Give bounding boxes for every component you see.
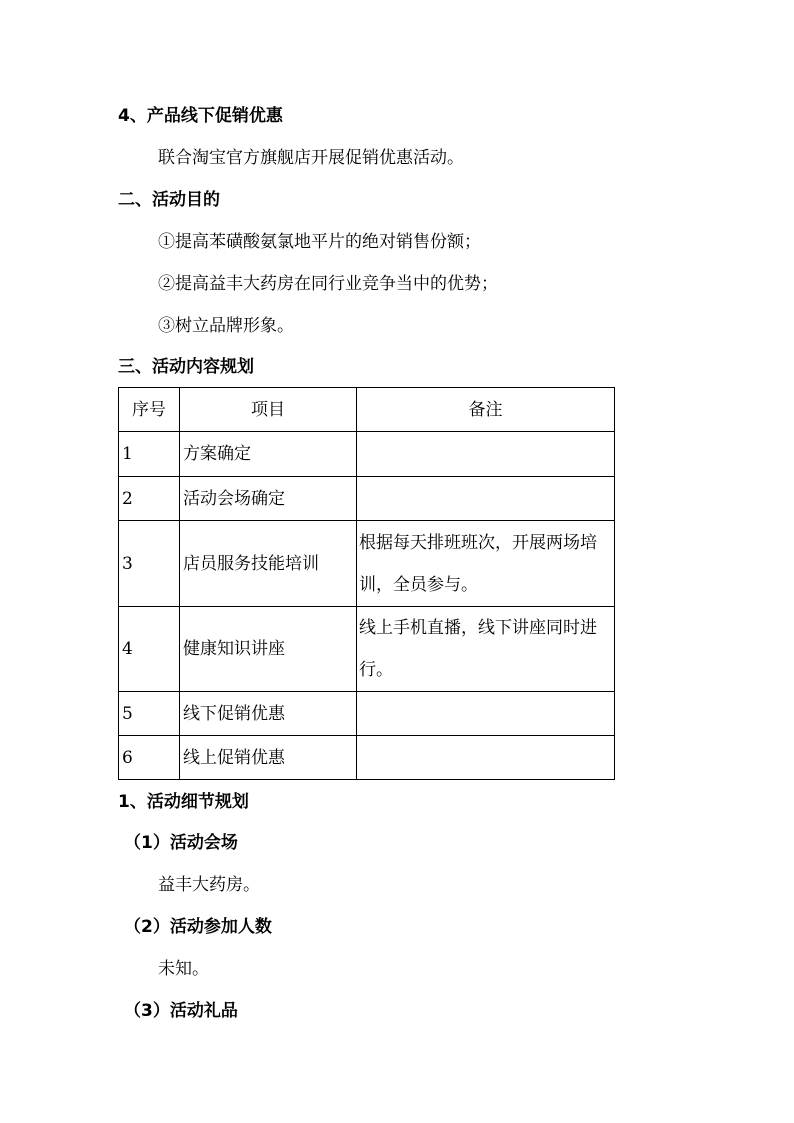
- paragraph-participants: 未知。: [158, 959, 209, 979]
- section-heading-content-plan: 三、活动内容规划: [118, 357, 254, 377]
- column-header-note: 备注: [357, 388, 615, 432]
- cell-item: 线上促销优惠: [180, 736, 357, 780]
- cell-item: 健康知识讲座: [180, 607, 357, 692]
- table-row: [119, 477, 615, 521]
- paragraph-venue: 益丰大药房。: [158, 875, 260, 895]
- table-row: [119, 607, 615, 692]
- subheading-venue: （1）活动会场: [124, 833, 238, 853]
- cell-item: 线下促销优惠: [180, 692, 357, 736]
- cell-note: [357, 607, 615, 692]
- cell-number: 1: [119, 432, 180, 477]
- section-heading-details: 1、活动细节规划: [118, 792, 249, 812]
- cell-number: 5: [119, 692, 180, 736]
- section-heading-promotion: 4、产品线下促销优惠: [118, 106, 283, 126]
- purpose-item-3: ③树立品牌形象。: [158, 316, 294, 336]
- cell-number: 4: [119, 607, 180, 692]
- subheading-participants: （2）活动参加人数: [124, 917, 272, 937]
- table-row: [119, 432, 615, 477]
- cell-note: [357, 736, 615, 780]
- cell-note: [357, 477, 615, 521]
- cell-item: 店员服务技能培训: [180, 521, 357, 607]
- cell-item: 方案确定: [180, 432, 357, 477]
- cell-note-line: 行。: [359, 660, 393, 680]
- cell-note-line: 线上手机直播，线下讲座同时进: [359, 618, 597, 638]
- table-row: [119, 736, 615, 780]
- cell-number: 3: [119, 521, 180, 607]
- column-header-number: 序号: [119, 388, 180, 432]
- purpose-item-2: ②提高益丰大药房在同行业竞争当中的优势；: [158, 274, 498, 294]
- cell-note-line: 根据每天排班班次，开展两场培: [359, 532, 597, 553]
- section-heading-purpose: 二、活动目的: [118, 190, 220, 210]
- cell-number: 6: [119, 736, 180, 780]
- cell-item: 活动会场确定: [180, 477, 357, 521]
- table-row: [119, 692, 615, 736]
- table-row: [119, 521, 615, 607]
- cell-note: [357, 692, 615, 736]
- activity-plan-table: [118, 387, 615, 780]
- purpose-item-1: ①提高苯磺酸氨氯地平片的绝对销售份额；: [158, 232, 481, 252]
- column-header-item: 项目: [180, 388, 357, 432]
- table-header-row: [119, 388, 615, 432]
- cell-note: [357, 432, 615, 477]
- paragraph-promotion: 联合淘宝官方旗舰店开展促销优惠活动。: [158, 148, 464, 168]
- cell-note-line: 训，全员参与。: [359, 574, 478, 595]
- cell-note: [357, 521, 615, 607]
- cell-number: 2: [119, 477, 180, 521]
- subheading-gifts: （3）活动礼品: [124, 1001, 238, 1021]
